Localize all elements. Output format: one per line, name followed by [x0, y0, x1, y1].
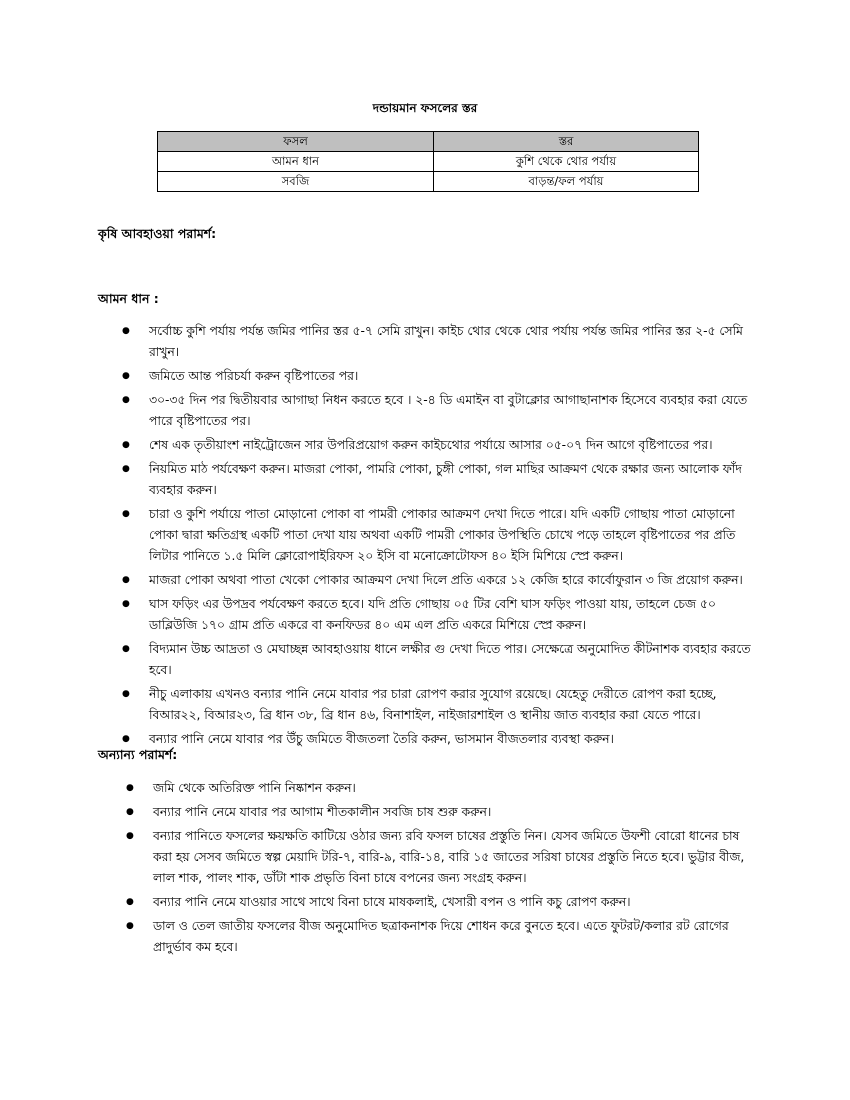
table-header-row — [158, 132, 699, 152]
column-header-crop: ফসল — [158, 132, 434, 152]
page-title: দন্ডায়মান ফসলের স্তর — [372, 101, 478, 115]
column-header-stage: স্তর — [434, 132, 699, 152]
list-item: ● নীচু এলাকায় এখনও বন্যার পানি নেমে যাবার পর চারা রোপণ করার সুযোগ রয়েছে। যেহেতু দেরীতে রোপণ করা হচ্ছে, বিআর২২, বিআর২৩, ব্রি ধান ৩৮, ব্রি ধান ৪৬, বিনাশাইল, নাইজারশাইল ও স্থানীয় জাত ব্যবহার করা যেতে পারে। — [149, 684, 754, 726]
list-item: ● নিয়মিত মাঠ পর্যবেক্ষণ করুন। মাজরা পোকা, পামরি পোকা, চুঙ্গী পোকা, গল মাছির আক্রমণ থেকে রক্ষার জন্য আলোক ফাঁদ ব্যবহার করুন। — [149, 459, 754, 501]
table-cell-crop: আমন ধান — [158, 152, 434, 172]
table-cell-stage: কুশি থেকে থোর পর্যায় — [434, 152, 699, 172]
advisory-heading: কৃষি আবহাওয়া পরামর্শ: — [98, 226, 217, 241]
list-item: ● চারা ও কুশি পর্যায়ে পাতা মোড়ানো পোকা বা পামরী পোকার আক্রমণ দেখা দিতে পারে। যদি একটি গোছায় পাতা মোড়ানো পোকা দ্বারা ক্ষতিগ্রস্থ একটি পাতা দেখা যায় অথবা একটি পামরী পোকার উপস্থিতি চোখে পড়ে তাহলে বৃষ্টিপাতের পর প্রতি লিটার পানিতে ১.৫ মিলি ক্লোরোপাইরিফস ২০ ইসি বা মনোক্রোটোফস ৪০ ইসি মিশিয়ে স্প্রে করুন। — [149, 504, 754, 567]
list-item: ● বন্যার পানি নেমে যাবার পর উঁচু জমিতে বীজতলা তৈরি করুন, ভাসমান বীজতলার ব্যবস্থা করুন। — [149, 729, 754, 750]
aman-heading: আমন ধান : — [98, 291, 159, 306]
list-item: ● সর্বোচ্চ কুশি পর্যায় পর্যন্ত জমির পানির স্তর ৫-৭ সেমি রাখুন। কাইচ থোর থেকে থোর পর্যায় পর্যন্ত জমির পানির স্তর ২-৫ সেমি রাখুন। — [149, 321, 754, 363]
table-row — [158, 152, 699, 172]
table-row — [158, 172, 699, 192]
list-item: ● বন্যার পানিতে ফসলের ক্ষয়ক্ষতি কাটিয়ে ওঠার জন্য রবি ফসল চাষের প্রস্তুতি নিন। যেসব জমিতে উফশী বোরো ধানের চাষ করা হয় সেসব জমিতে স্বল্প মেয়াদি টরি-৭, বারি-৯, বারি-১৪, বারি ১৫ জাতের সরিষা চাষের প্রস্তুতি নিতে হবে। ভুট্টার বীজ, লাল শাক, পালং শাক, ডাঁটা শাক প্রভৃতি বিনা চাষে বপনের জন্য সংগ্রহ করুন। — [153, 826, 753, 889]
list-item: ● ৩০-৩৫ দিন পর দ্বিতীয়বার আগাছা নিধন করতে হবে । ২-৪ ডি এমাইন বা বুটাক্লোর আগাছানাশক হিসেবে ব্যবহার করা যেতে পারে বৃষ্টিপাতের পর। — [149, 390, 754, 432]
list-item: ● ডাল ও তেল জাতীয় ফসলের বীজ অনুমোদিত ছত্রাকনাশক দিয়ে শোধন করে বুনতে হবে। এতে ফুটরট/কলার রট রোগের প্রাদুর্ভাব কম হবে। — [153, 916, 753, 958]
aman-advice-list — [149, 321, 754, 753]
list-item: ● জমি থেকে অতিরিক্ত পানি নিষ্কাশন করুন। — [153, 778, 753, 799]
list-item: ● বন্যার পানি নেমে যাবার পর আগাম শীতকালীন সবজি চাষ শুরু করুন। — [153, 802, 753, 823]
table-cell-crop: সবজি — [158, 172, 434, 192]
list-item: ● শেষ এক তৃতীয়াংশ নাইট্রোজেন সার উপরিপ্রয়োগ করুন কাইচথোর পর্যায়ে আসার ০৫-০৭ দিন আগে বৃষ্টিপাতের পর। — [149, 435, 754, 456]
crop-stage-table — [157, 131, 699, 192]
list-item: ● বন্যার পানি নেমে যাওয়ার সাথে সাথে বিনা চাষে মাষকলাই, খেসারী বপন ও পানি কচু রোপণ করুন। — [153, 892, 753, 913]
other-advice-heading: অন্যান্য পরামর্শ: — [98, 747, 178, 762]
other-advice-list — [153, 778, 753, 961]
list-item: ● মাজরা পোকা অথবা পাতা খেকো পোকার আক্রমণ দেখা দিলে প্রতি একরে ১২ কেজি হারে কার্বোফুরান ৩ জি প্রয়োগ করুন। — [149, 570, 754, 591]
list-item: ● জমিতে আন্ত পরিচর্যা করুন বৃষ্টিপাতের পর। — [149, 366, 754, 387]
list-item: ● ঘাস ফড়িং এর উপদ্রব পর্যবেক্ষণ করতে হবে। যদি প্রতি গোছায় ০৫ টির বেশি ঘাস ফড়িং পাওয়া যায়, তাহলে চেজ ৫০ ডাব্লিউজি ১৭০ গ্রাম প্রতি একরে বা কনফিডর ৪০ এম এল প্রতি একরে মিশিয়ে স্প্রে করুন। — [149, 594, 754, 636]
list-item: ● বিদ্যমান উচ্চ আদ্রতা ও মেঘাচ্ছন্ন আবহাওয়ায় ধানে লক্ষীর গু দেখা দিতে পার। সেক্ষেত্রে অনুমোদিত কীটনাশক ব্যবহার করতে হবে। — [149, 639, 754, 681]
table-cell-stage: বাড়ন্ত/ফল পর্যায় — [434, 172, 699, 192]
